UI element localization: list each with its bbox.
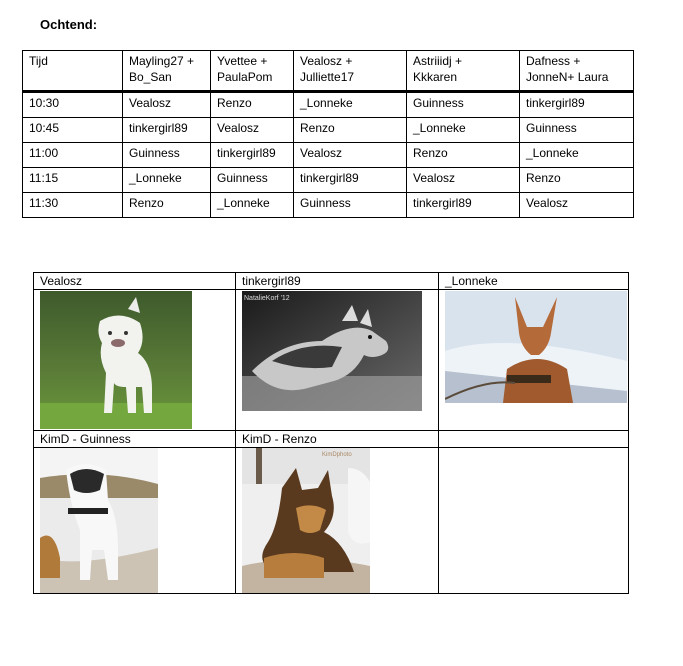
schedule-row [23, 118, 634, 143]
header-cell: Dafness + JonneN+ Laura [520, 51, 634, 92]
table-cell: _Lonneke [123, 168, 211, 193]
time-cell: 10:45 [23, 118, 123, 143]
table-cell: tinkergirl89 [211, 143, 294, 168]
table-cell: Vealosz [211, 118, 294, 143]
schedule-row [23, 143, 634, 168]
table-cell: _Lonneke [407, 118, 520, 143]
schedule-header-row [23, 51, 634, 92]
white-bulldog-photo [40, 291, 192, 429]
time-cell: 10:30 [23, 92, 123, 118]
svg-text:KimDphoto: KimDphoto [322, 452, 352, 458]
table-cell: Guinness [211, 168, 294, 193]
photo-cell [236, 448, 439, 594]
photo-cell [236, 290, 439, 431]
table-cell: Guinness [407, 92, 520, 118]
header-cell: Mayling27 + Bo_San [123, 51, 211, 92]
table-cell: tinkergirl89 [407, 193, 520, 218]
photo-label: KimD - Renzo [236, 431, 439, 448]
svg-text:NatalieKorf '12: NatalieKorf '12 [244, 295, 290, 302]
photo-cell [439, 290, 629, 431]
table-cell: Vealosz [123, 92, 211, 118]
photo-label-row [34, 273, 629, 290]
photo-label [439, 431, 629, 448]
table-cell: tinkergirl89 [123, 118, 211, 143]
photo-table [33, 272, 629, 594]
table-cell: _Lonneke [211, 193, 294, 218]
photo-label: KimD - Guinness [34, 431, 236, 448]
table-cell: Renzo [123, 193, 211, 218]
schedule-row [23, 193, 634, 218]
photo-label: _Lonneke [439, 273, 629, 290]
page-heading: Ochtend: [40, 17, 98, 32]
photo-cell [34, 290, 236, 431]
table-cell: Renzo [407, 143, 520, 168]
photo-label: tinkergirl89 [236, 273, 439, 290]
table-cell: Guinness [520, 118, 634, 143]
time-cell: 11:15 [23, 168, 123, 193]
shepherd-snow-photo [242, 448, 370, 593]
header-cell: Astriiidj + Kkkaren [407, 51, 520, 92]
header-cell: Yvettee + PaulaPom [211, 51, 294, 92]
husky-snow-photo [40, 448, 158, 593]
time-cell: 11:30 [23, 193, 123, 218]
table-cell: tinkergirl89 [520, 92, 634, 118]
table-cell: Renzo [294, 118, 407, 143]
table-cell: Renzo [520, 168, 634, 193]
table-cell: _Lonneke [294, 92, 407, 118]
table-cell: Vealosz [407, 168, 520, 193]
photo-cell-empty [439, 448, 629, 594]
husky-bw-photo [242, 291, 422, 411]
photo-image-row [34, 290, 629, 431]
schedule-row [23, 92, 634, 118]
table-cell: Vealosz [520, 193, 634, 218]
time-cell: 11:00 [23, 143, 123, 168]
photo-image-row [34, 448, 629, 594]
schedule-row [23, 168, 634, 193]
table-cell: _Lonneke [520, 143, 634, 168]
photo-cell [34, 448, 236, 594]
header-cell: Vealosz + Julliette17 [294, 51, 407, 92]
table-cell: tinkergirl89 [294, 168, 407, 193]
photo-label: Vealosz [34, 273, 236, 290]
photo-label-row [34, 431, 629, 448]
podenco-photo [445, 291, 627, 403]
table-cell: Guinness [123, 143, 211, 168]
table-cell: Guinness [294, 193, 407, 218]
table-cell: Renzo [211, 92, 294, 118]
schedule-table [22, 50, 634, 218]
header-cell: Tijd [23, 51, 123, 92]
table-cell: Vealosz [294, 143, 407, 168]
